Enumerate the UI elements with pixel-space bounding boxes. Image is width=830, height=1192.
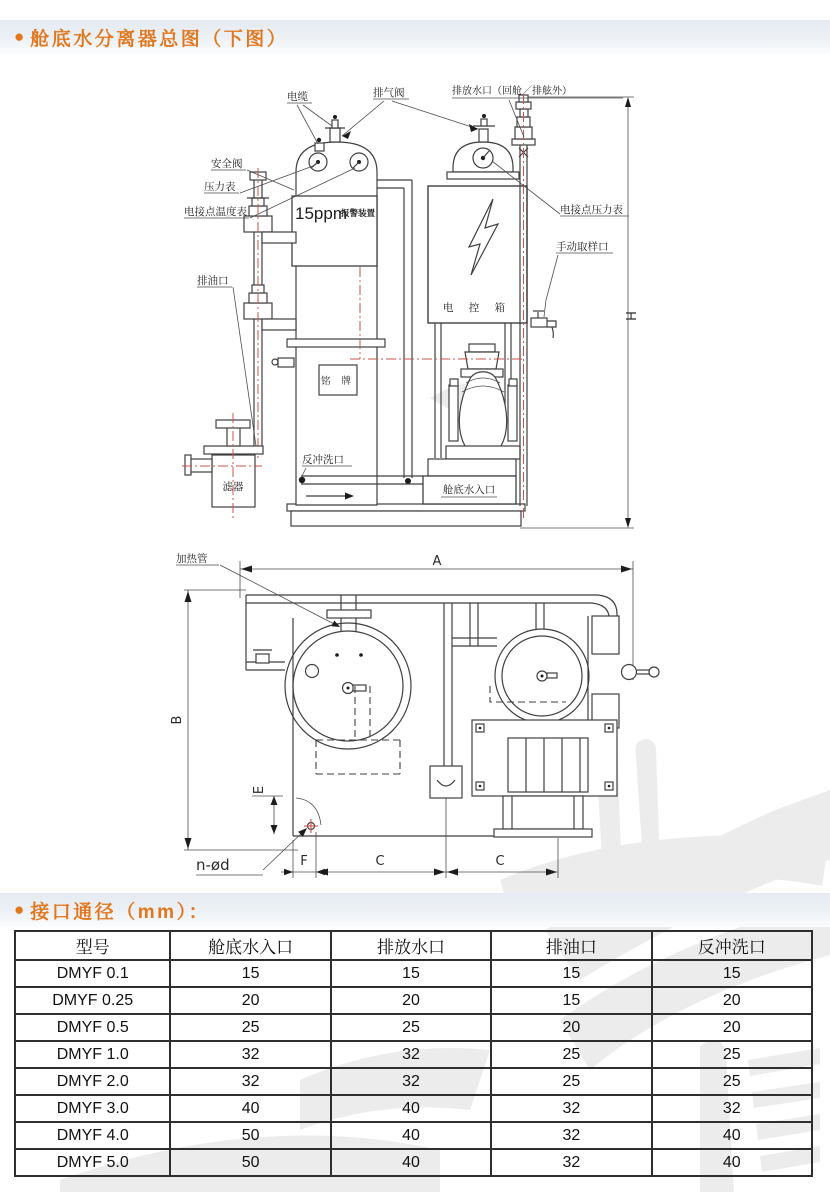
general-arrangement-diagram	[0, 70, 830, 545]
oil-drain-label: 排油口	[197, 275, 229, 287]
plan-outline	[246, 595, 659, 837]
value-cell: 32	[331, 1068, 491, 1095]
pump	[446, 344, 520, 459]
pipe-diameter-table	[14, 930, 813, 1177]
column-header-backwash: 反冲洗口	[652, 931, 812, 960]
right-vessel	[447, 114, 519, 179]
sampling-faucet	[531, 311, 556, 338]
nameplate-plate	[319, 365, 357, 395]
model-cell: DMYF 4.0	[15, 1122, 170, 1149]
top-view-diagram	[0, 543, 830, 893]
dim-b-label: B	[170, 715, 185, 725]
column-header-model: 型号	[15, 931, 170, 960]
model-cell: DMYF 0.25	[15, 987, 170, 1014]
table-row	[15, 1095, 812, 1122]
filter-label: 滤器	[222, 481, 244, 493]
bolt-holes-label: n-ød	[196, 856, 230, 874]
cable-label: 电缆	[287, 91, 308, 103]
value-cell: 20	[491, 1014, 651, 1041]
dim-a-label: A	[432, 554, 442, 569]
section2-title: 接口通径（mm）：	[30, 901, 211, 923]
value-cell: 20	[331, 987, 491, 1014]
pressure-gauge-label: 压力表	[204, 181, 236, 193]
value-cell: 40	[331, 1149, 491, 1176]
value-cell: 15	[491, 987, 651, 1014]
value-cell: 25	[170, 1014, 330, 1041]
model-cell: DMYF 2.0	[15, 1068, 170, 1095]
dim-f-label: F	[300, 854, 308, 869]
model-cell: DMYF 1.0	[15, 1041, 170, 1068]
value-cell: 50	[170, 1149, 330, 1176]
section1-title: 舱底水分离器总图（下图）	[30, 28, 289, 50]
value-cell: 20	[652, 1014, 812, 1041]
value-cell: 40	[331, 1122, 491, 1149]
value-cell: 15	[652, 960, 812, 987]
section2-header	[0, 893, 830, 927]
separator-tank	[272, 115, 385, 505]
bullet-icon: ●	[14, 27, 25, 46]
callouts	[184, 84, 629, 476]
contact-thermometer-label: 电接点温度表	[184, 206, 247, 218]
table-row	[15, 987, 812, 1014]
table-row	[15, 1041, 812, 1068]
value-cell: 25	[652, 1041, 812, 1068]
value-cell: 25	[331, 1014, 491, 1041]
column-header-oil-drain: 排油口	[491, 931, 651, 960]
nameplate-label: 铭 牌	[320, 376, 356, 387]
value-cell: 25	[652, 1068, 812, 1095]
discharge-outlet-label: 排放水口（回舱／排舷外）	[452, 86, 572, 97]
value-cell: 15	[331, 960, 491, 987]
section1-header	[0, 20, 830, 54]
value-cell: 32	[170, 1041, 330, 1068]
pipe-diameter-table-wrap	[14, 930, 813, 1177]
alarm-value-label: 15ppm	[295, 204, 347, 223]
value-cell: 40	[170, 1095, 330, 1122]
value-cell: 32	[652, 1095, 812, 1122]
dimension-e	[252, 786, 283, 834]
table-row	[15, 1122, 812, 1149]
value-cell: 25	[491, 1041, 651, 1068]
value-cell: 40	[331, 1095, 491, 1122]
value-cell: 50	[170, 1122, 330, 1149]
value-cell: 40	[652, 1149, 812, 1176]
alarm-device-label: 报警装置	[341, 209, 376, 219]
pipe-manifold	[377, 180, 412, 484]
value-cell: 20	[652, 987, 812, 1014]
alarm-device-box	[292, 196, 377, 266]
value-cell: 15	[491, 960, 651, 987]
dimension-b	[170, 590, 298, 850]
control-box-label: 电 控 箱	[442, 302, 512, 314]
bolt-holes-callout	[196, 828, 307, 875]
backwash-port-label: 反冲洗口	[302, 454, 344, 466]
table-header-row	[15, 931, 812, 960]
value-cell: 25	[491, 1068, 651, 1095]
dim-e-label: E	[252, 785, 267, 795]
value-cell: 32	[331, 1041, 491, 1068]
table-row	[15, 1068, 812, 1095]
base-skid	[287, 504, 525, 526]
value-cell: 32	[170, 1068, 330, 1095]
bilge-inlet-box	[423, 459, 516, 504]
heating-pipe-callout	[176, 552, 340, 627]
dim-c2-label: C	[495, 854, 505, 869]
table-row	[15, 960, 812, 987]
manual-sampling-label: 手动取样口	[556, 241, 609, 253]
control-box	[428, 186, 527, 323]
value-cell: 32	[491, 1122, 651, 1149]
table-row	[15, 1014, 812, 1041]
table-row	[15, 1149, 812, 1176]
value-cell: 20	[170, 987, 330, 1014]
value-cell: 32	[491, 1149, 651, 1176]
value-cell: 40	[652, 1122, 812, 1149]
safety-valve-label: 安全阀	[211, 158, 243, 170]
model-cell: DMYF 0.1	[15, 960, 170, 987]
bullet-icon: ●	[14, 900, 25, 919]
model-cell: DMYF 0.5	[15, 1014, 170, 1041]
column-header-bilge-inlet: 舱底水入口	[170, 931, 330, 960]
dim-c1-label: C	[375, 854, 385, 869]
heating-pipe-label: 加热管	[176, 553, 208, 565]
contact-pressure-gauge-label: 电接点压力表	[560, 204, 623, 216]
vent-valve-label: 排气阀	[373, 87, 405, 99]
dim-h-label: H	[622, 311, 637, 321]
model-cell: DMYF 3.0	[15, 1095, 170, 1122]
value-cell: 32	[491, 1095, 651, 1122]
value-cell: 15	[170, 960, 330, 987]
bilge-inlet-label: 舱底水入口	[442, 484, 496, 496]
column-header-discharge: 排放水口	[331, 931, 491, 960]
model-cell: DMYF 5.0	[15, 1149, 170, 1176]
filter-unit	[182, 413, 263, 518]
